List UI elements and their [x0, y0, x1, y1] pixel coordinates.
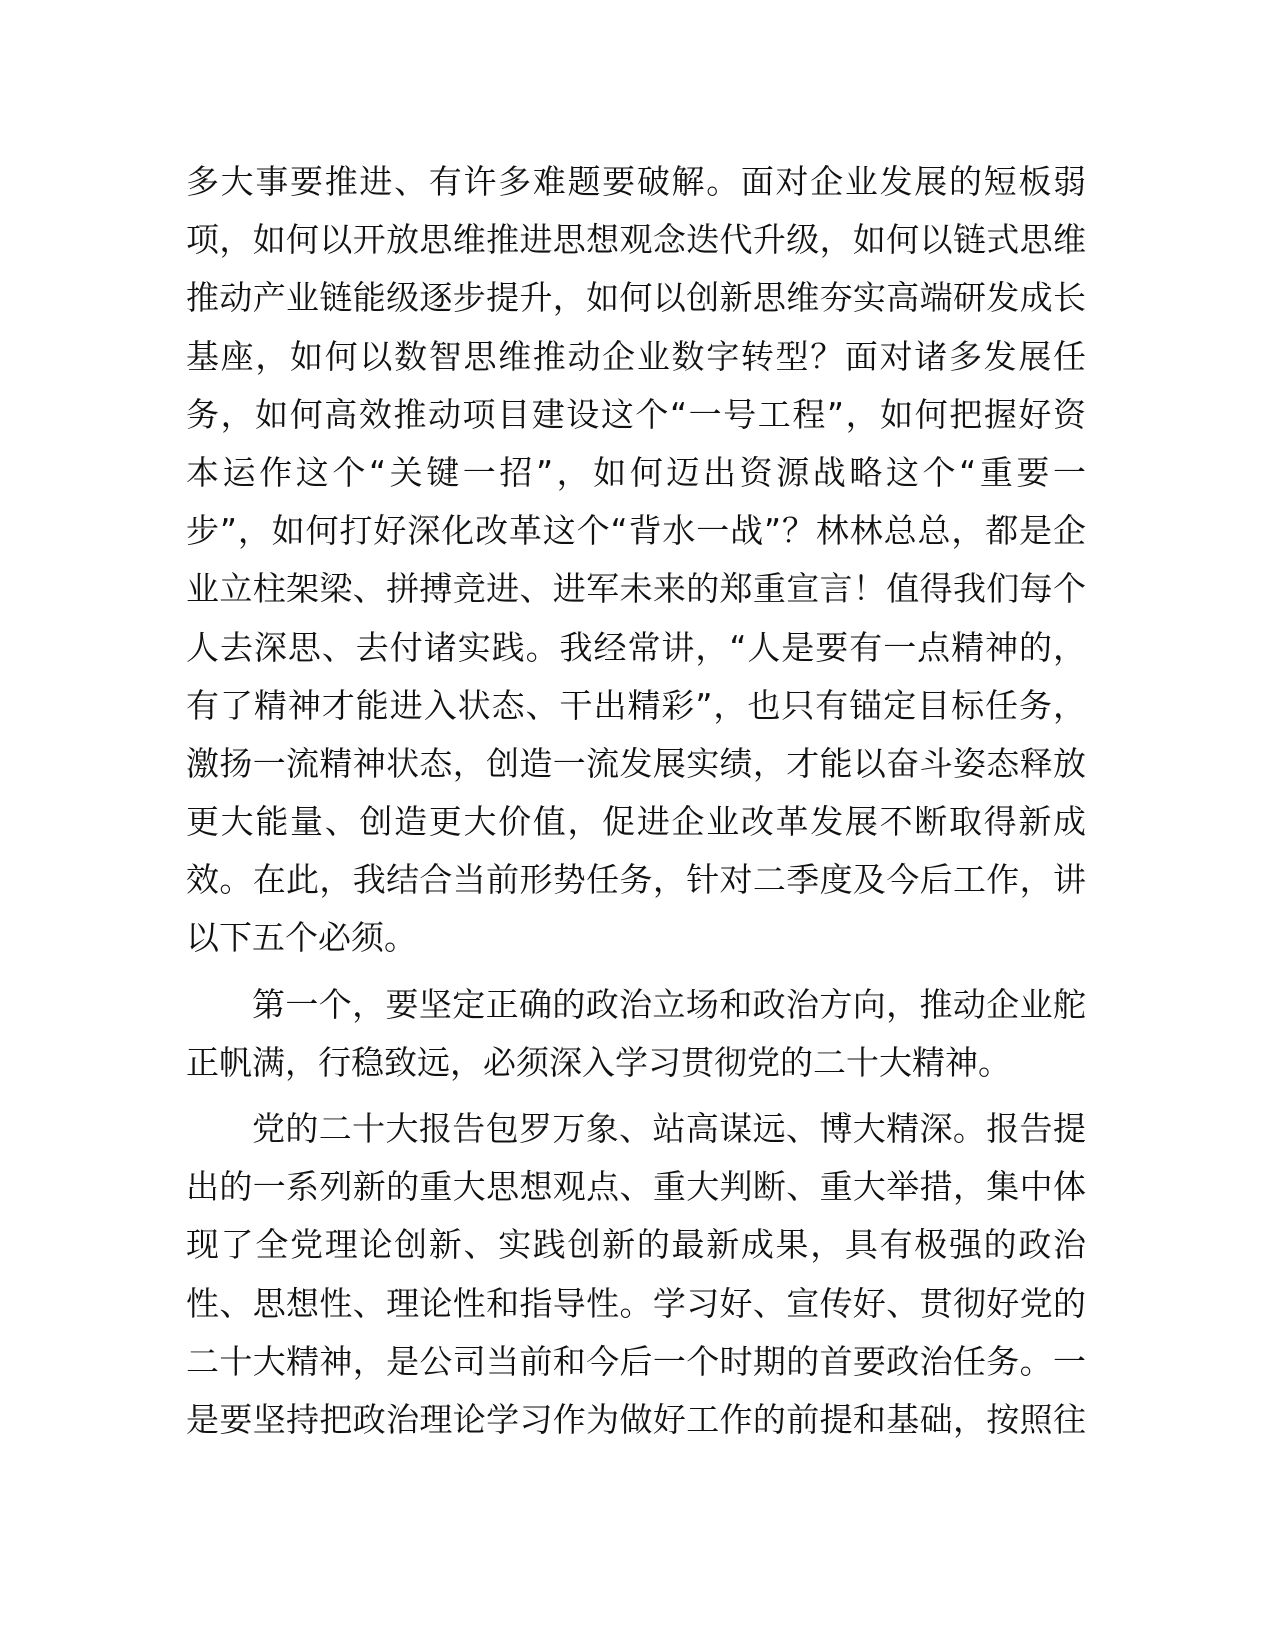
text-line: 性、思想性、理论性和指导性。学习好、宣传好、贯彻好党的 [186, 1283, 1086, 1323]
text-line: 党的二十大报告包罗万象、站高谋远、博大精深。报告提 [252, 1109, 1086, 1148]
text-line: 步”，如何打好深化改革这个“背水一战”？林林总总，都是企 [186, 511, 1086, 551]
text-line: 多大事要推进、有许多难题要破解。面对企业发展的短板弱 [186, 162, 1086, 201]
paragraph-spacing [186, 1092, 1086, 1100]
paragraph-spacing [186, 968, 1086, 976]
text-line: 第一个，要坚定正确的政治立场和政治方向，推动企业舵 [252, 984, 1086, 1024]
text-line: 现了全党理论创新、实践创新的最新成果，具有极强的政治 [186, 1225, 1086, 1265]
text-line: 推动产业链能级逐步提升，如何以创新思维夯实高端研发成长 [186, 278, 1086, 318]
text-line: 出的一系列新的重大思想观点、重大判断、重大举措，集中体 [186, 1167, 1086, 1207]
text-line: 本运作这个“关键一招”，如何迈出资源战略这个“重要一 [186, 452, 1086, 492]
document-body [186, 153, 1086, 1449]
text-line: 有了精神才能进入状态、干出精彩”，也只有锚定目标任务， [186, 685, 1086, 725]
paragraph-2 [186, 976, 1086, 1092]
paragraph-1 [186, 153, 1086, 968]
text-line: 正帆满，行稳致远，必须深入学习贯彻党的二十大精神。 [186, 1042, 1011, 1082]
text-line: 激扬一流精神状态，创造一流发展实绩，才能以奋斗姿态释放 [186, 743, 1086, 783]
text-line: 是要坚持把政治理论学习作为做好工作的前提和基础，按照往 [186, 1399, 1086, 1439]
text-line: 效。在此，我结合当前形势任务，针对二季度及今后工作，讲 [186, 860, 1086, 900]
text-line: 业立柱架梁、拼搏竞进、进军未来的郑重宣言！值得我们每个 [186, 569, 1086, 609]
text-line: 人去深思、去付诸实践。我经常讲，“人是要有一点精神的， [186, 627, 1086, 667]
text-line: 更大能量、创造更大价值，促进企业改革发展不断取得新成 [186, 802, 1086, 842]
text-line: 基座，如何以数智思维推动企业数字转型？面对诸多发展任 [186, 336, 1086, 376]
paragraph-3 [186, 1100, 1086, 1449]
text-line: 二十大精神，是公司当前和今后一个时期的首要政治任务。一 [186, 1341, 1086, 1381]
text-line: 以下五个必须。 [186, 918, 417, 958]
text-line: 项，如何以开放思维推进思想观念迭代升级，如何以链式思维 [186, 220, 1086, 260]
text-line: 务，如何高效推动项目建设这个“一号工程”，如何把握好资 [186, 394, 1086, 434]
